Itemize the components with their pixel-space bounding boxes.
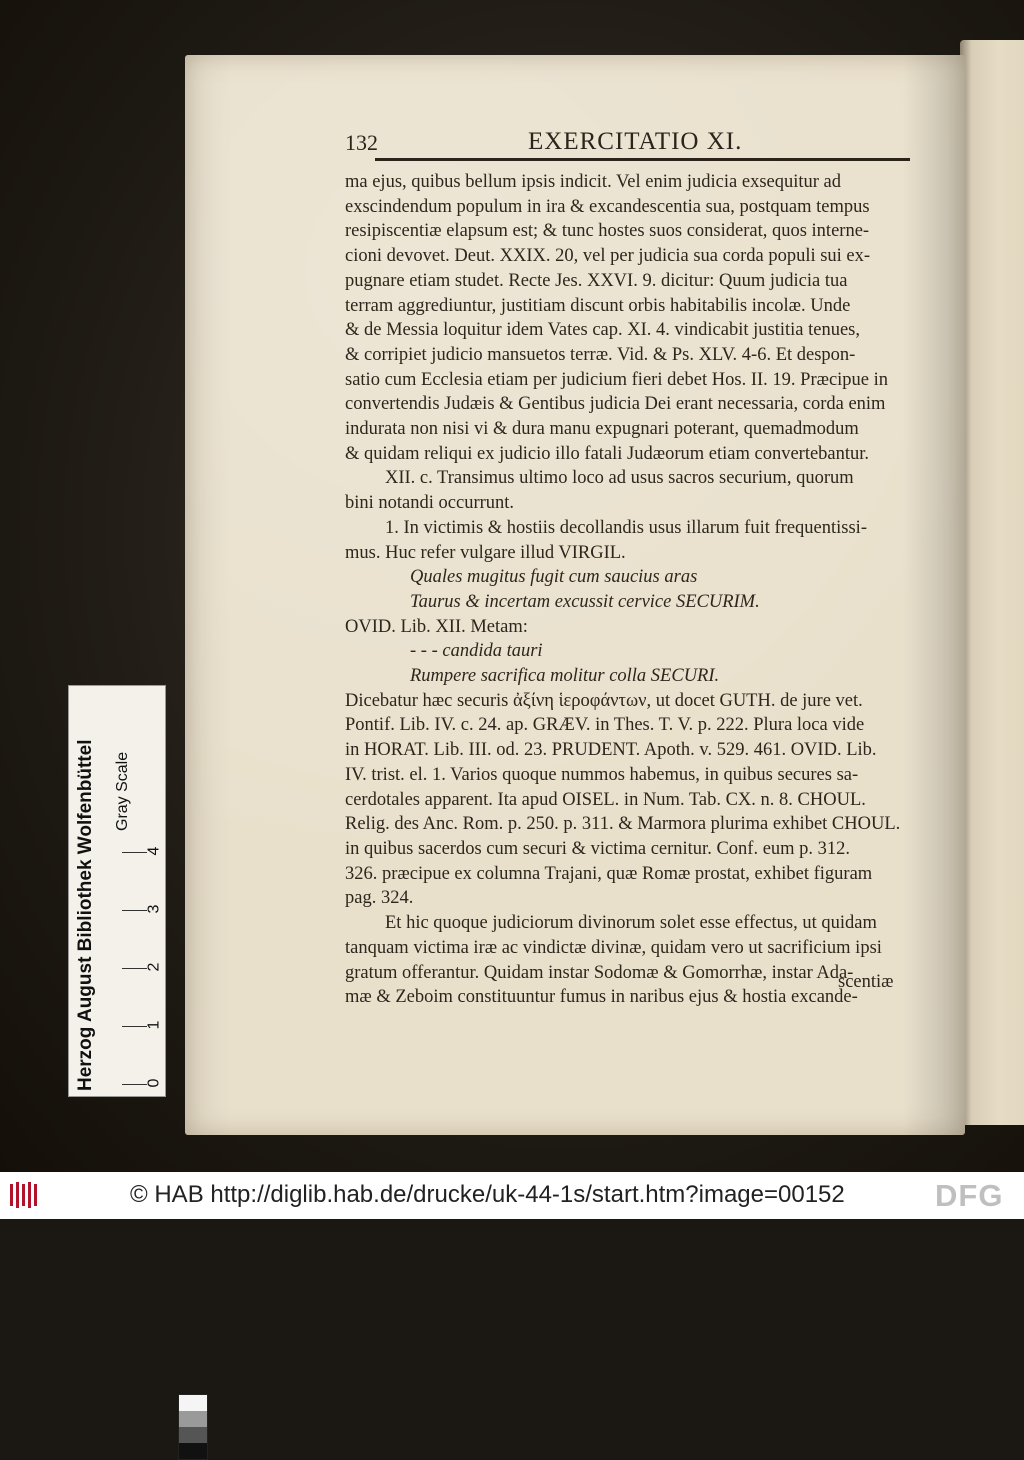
footer-url[interactable]: © HAB http://diglib.hab.de/drucke/uk-44-1s/start.htm?image=00152 <box>130 1181 845 1208</box>
text-line: exscindendum populum in ira & excandescentia sua, postquam tempus <box>345 196 870 217</box>
text-line: bini notandi occurrunt. <box>345 493 515 514</box>
text-line: 1. In victimis & hostiis decollandis usus illarum fuit frequentissi- <box>385 517 867 538</box>
text-line: - - - candida tauri <box>410 641 543 662</box>
ruler-tick-label: 1 <box>145 1020 163 1030</box>
text-line: ma ejus, quibus bellum ipsis indicit. Vel enim judicia exsequitur ad <box>345 172 842 192</box>
gray-scale-swatches <box>178 1394 208 1460</box>
text-line: Dicebatur hæc securis ἀξίνη ἱεροφάντων, ut docet GUTH. de jure vet. <box>345 690 863 711</box>
text-line: in HORAT. Lib. III. od. 23. PRUDENT. Apoth. v. 529. 461. OVID. Lib. <box>345 740 877 761</box>
page-number: 132 <box>345 130 378 155</box>
text-line: Rumpere sacrifica molitur colla SECURI. <box>410 666 720 687</box>
facing-page-edge <box>960 40 1024 1125</box>
text-line: IV. trist. el. 1. Varios quoque nummos habemus, in quibus secures sa- <box>345 764 859 785</box>
ruler-tick-label: 4 <box>145 846 163 856</box>
text-line: Taurus & incertam excussit cervice SECURIM. <box>410 591 760 612</box>
running-title: EXERCITATIO XI. <box>528 128 743 155</box>
catchword: scentiæ <box>838 972 894 992</box>
gray-scale-label: Gray Scale <box>114 751 131 831</box>
text-line: convertendis Judæis & Gentibus judicia Dei erant necessaria, corda enim <box>345 394 886 415</box>
hab-logo-icon <box>8 1180 38 1210</box>
ruler-tick <box>122 852 147 853</box>
dfg-logo: DFG <box>935 1178 1004 1213</box>
text-line: XII. c. Transimus ultimo loco ad usus sacros securium, quorum <box>385 468 854 489</box>
ruler-tick-label: 2 <box>145 962 163 972</box>
footer-bar <box>0 1172 1024 1219</box>
ruler-tick-label: 0 <box>145 1078 163 1088</box>
text-line: cerdotales apparent. Ita apud OISEL. in Num. Tab. CX. n. 8. CHOUL. <box>345 789 866 810</box>
text-line: satio cum Ecclesia etiam per judicium fieri debet Hos. II. 19. Præcipue in <box>345 369 889 390</box>
text-line: tanquam victima iræ ac vindictæ divinæ, quidam vero ut sacrificium ipsi <box>345 937 882 958</box>
text-line: & quidam reliqui ex judicio illo fatali Judæorum etiam convertebantur. <box>345 443 870 464</box>
text-line: 326. præcipue ex columna Trajani, quæ Romæ prostat, exhibet figuram <box>345 863 873 884</box>
ruler-tick <box>122 910 147 911</box>
text-line: gratum offerantur. Quidam instar Sodomæ & Gomorrhæ, instar Ada- <box>345 962 854 983</box>
page-body-text <box>345 170 915 1010</box>
text-line: Relig. des Anc. Rom. p. 250. p. 311. & Marmora plurima exhibet CHOUL. <box>345 814 901 835</box>
text-line: terram aggrediuntur, justitiam discunt orbis habitabilis incolæ. Unde <box>345 295 851 316</box>
ruler-tick <box>122 968 147 969</box>
text-line: Et hic quoque judiciorum divinorum solet esse effectus, ut quidam <box>385 913 877 934</box>
text-line: Quales mugitus fugit cum saucius aras <box>410 567 698 588</box>
ruler-tick <box>122 1084 147 1085</box>
text-line: cioni devovet. Deut. XXIX. 20, vel per judicia sua corda populi sui ex- <box>345 246 871 267</box>
ruler-tick-label: 3 <box>145 904 163 914</box>
header-rule <box>375 158 910 161</box>
text-line: & de Messia loquitur idem Vates cap. XI. 4. vindicabit justitia tenues, <box>345 320 860 341</box>
ruler-tick <box>122 1026 147 1027</box>
text-line: mæ & Zeboim constituuntur fumus in naribus ejus & hostia excande- <box>345 987 858 1008</box>
ruler-ticks <box>114 836 163 1088</box>
running-head <box>345 130 905 160</box>
text-line: & corripiet judicio mansuetos terræ. Vid. & Ps. XLV. 4-6. Et despon- <box>345 344 856 365</box>
text-line: pugnare etiam studet. Recte Jes. XXVI. 9. dicitur: Quum judicia tua <box>345 270 848 291</box>
color-scale-ruler <box>68 685 166 1097</box>
text-line: pag. 324. <box>345 888 414 909</box>
library-label: Herzog August Bibliothek Wolfenbüttel <box>75 739 96 1091</box>
text-line: Pontif. Lib. IV. c. 24. ap. GRÆV. in Thes. T. V. p. 222. Plura loca vide <box>345 715 865 736</box>
text-line: in quibus sacerdos cum securi & victima cernitur. Conf. eum p. 312. <box>345 838 851 859</box>
text-line: resipiscentiæ elapsum est; & tunc hostes suos considerat, quos interne- <box>345 221 870 242</box>
text-line: OVID. Lib. XII. Metam: <box>345 616 528 637</box>
text-line: indurata non nisi vi & dura manu expugnari poterant, quemadmodum <box>345 419 859 440</box>
text-line: mus. Huc refer vulgare illud VIRGIL. <box>345 542 626 563</box>
